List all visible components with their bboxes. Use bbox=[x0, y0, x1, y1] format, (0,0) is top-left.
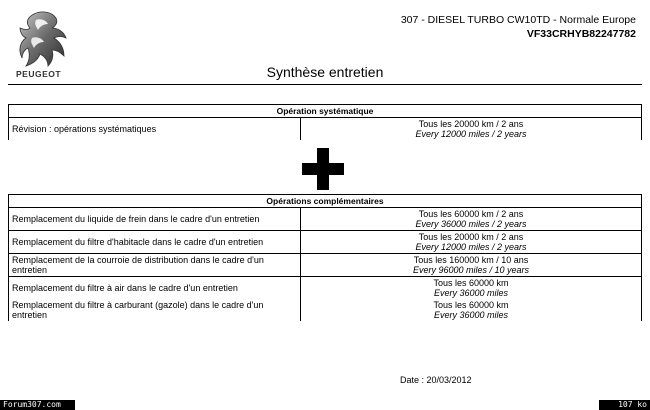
vehicle-model: 307 - DIESEL TURBO CW10TD - Normale Europe bbox=[400, 14, 636, 26]
frequency-miles: Every 96000 miles / 10 years bbox=[412, 265, 530, 275]
operation-frequency bbox=[301, 254, 642, 277]
frequency-miles: Every 36000 miles / 2 years bbox=[415, 219, 527, 229]
operation-label: Remplacement du filtre à carburant (gazole) dans le cadre d'un entretien bbox=[9, 299, 301, 321]
operation-frequency bbox=[301, 277, 642, 300]
table-row bbox=[9, 208, 642, 231]
operation-label: Remplacement de la courroie de distribution dans le cadre d'un entretien bbox=[9, 254, 301, 277]
operation-label: Remplacement du filtre à air dans le cadre d'un entretien bbox=[9, 277, 301, 300]
frequency-km: Tous les 60000 km bbox=[433, 300, 509, 310]
frequency-km: Tous les 160000 km / 10 ans bbox=[413, 255, 529, 265]
complementary-heading: Opérations complémentaires bbox=[9, 195, 642, 208]
frequency-miles: Every 12000 miles / 2 years bbox=[415, 242, 527, 252]
frequency-miles: Every 12000 miles / 2 years bbox=[415, 129, 527, 139]
operation-label: Remplacement du liquide de frein dans le cadre d'un entretien bbox=[9, 208, 301, 231]
brand-name: PEUGEOT bbox=[16, 69, 62, 79]
plus-icon bbox=[302, 148, 344, 190]
operation-frequency bbox=[301, 299, 642, 321]
operation-label: Remplacement du filtre d'habitacle dans le cadre d'un entretien bbox=[9, 231, 301, 254]
table-row bbox=[9, 277, 642, 300]
frequency-km: Tous les 60000 km / 2 ans bbox=[418, 209, 524, 219]
frequency-km: Tous les 20000 km / 2 ans bbox=[418, 232, 524, 242]
frequency-km: Tous les 60000 km bbox=[433, 278, 509, 288]
operation-label: Révision : opérations systématiques bbox=[9, 118, 301, 141]
systematic-operations-table bbox=[8, 104, 642, 140]
source-watermark: Forum307.com bbox=[0, 400, 75, 410]
table-row bbox=[9, 118, 642, 141]
document-date: Date : 20/03/2012 bbox=[400, 375, 472, 385]
complementary-operations-table bbox=[8, 194, 642, 321]
table-row bbox=[9, 299, 642, 321]
frequency-km: Tous les 20000 km / 2 ans bbox=[418, 119, 524, 129]
operation-frequency bbox=[301, 118, 642, 141]
systematic-heading: Opération systématique bbox=[9, 105, 642, 118]
frequency-miles: Every 36000 miles bbox=[433, 288, 509, 298]
document-title: Synthèse entretien bbox=[266, 64, 384, 80]
header-divider bbox=[8, 84, 642, 85]
frequency-miles: Every 36000 miles bbox=[433, 310, 509, 320]
table-row bbox=[9, 254, 642, 277]
vin-number: VF33CRHYB82247782 bbox=[526, 28, 636, 40]
operation-frequency bbox=[301, 231, 642, 254]
table-row bbox=[9, 231, 642, 254]
operation-frequency bbox=[301, 208, 642, 231]
file-size-label: 107 ko bbox=[599, 400, 650, 410]
